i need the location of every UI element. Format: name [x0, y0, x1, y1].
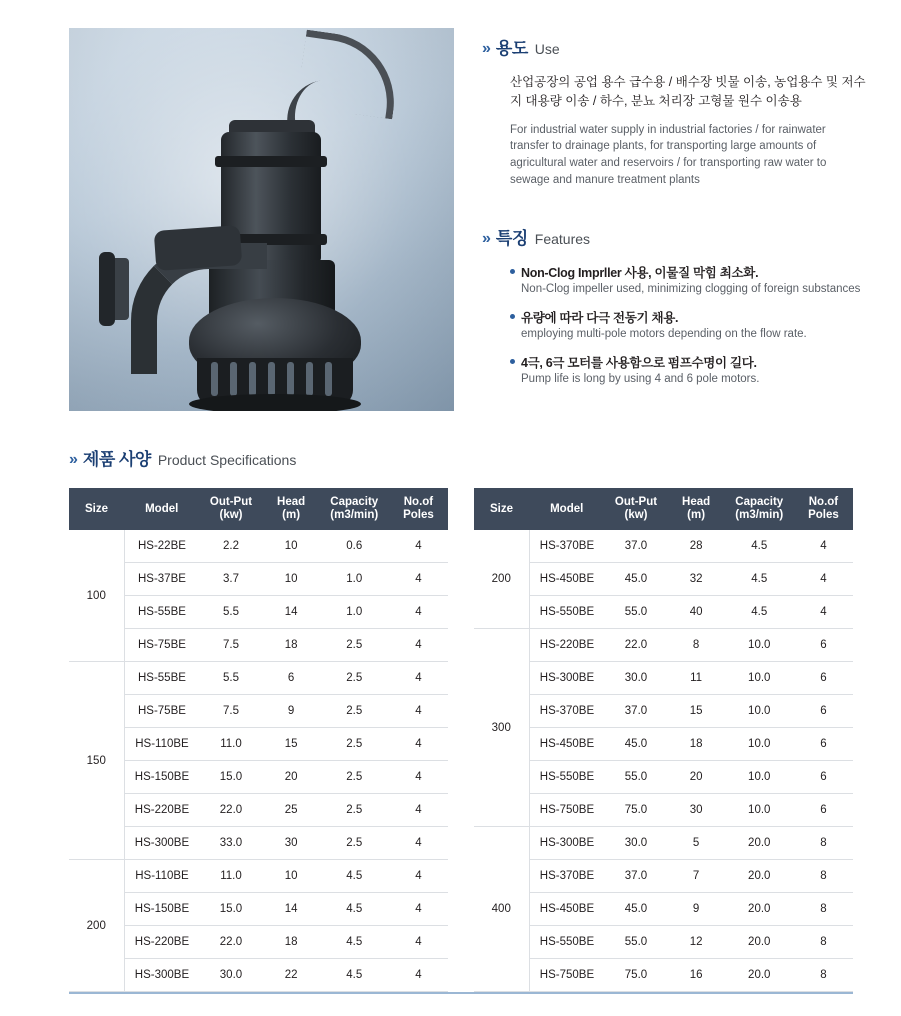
cell-capacity: 10.0	[725, 629, 794, 662]
specifications-section	[0, 445, 901, 994]
cell-model: HS-750BE	[529, 959, 604, 992]
cell-head: 28	[668, 530, 725, 563]
cell-capacity: 2.5	[320, 662, 389, 695]
pump-discharge-pipe	[154, 225, 243, 271]
cell-poles: 6	[794, 728, 853, 761]
strainer-slot	[249, 362, 256, 396]
cell-output: 75.0	[604, 794, 667, 827]
cell-capacity: 10.0	[725, 794, 794, 827]
cell-size: 200	[474, 530, 529, 629]
cell-capacity: 4.5	[725, 563, 794, 596]
cell-model: HS-220BE	[124, 926, 199, 959]
table-row	[69, 761, 448, 794]
cell-head: 14	[263, 893, 320, 926]
cell-capacity: 10.0	[725, 728, 794, 761]
use-body-en: For industrial water supply in industrial factories / for rainwater transfer to drainage plants, for transporting large amounts of agricultural water and reservoirs / for transporting raw water to sewage and manure treatment plants	[510, 123, 827, 186]
cell-output: 45.0	[604, 728, 667, 761]
cell-model: HS-550BE	[529, 596, 604, 629]
cell-capacity: 2.5	[320, 794, 389, 827]
table-row	[474, 926, 853, 959]
cell-output: 11.0	[199, 860, 262, 893]
cell-output: 55.0	[604, 596, 667, 629]
cell-output: 45.0	[604, 563, 667, 596]
cell-capacity: 4.5	[320, 959, 389, 992]
cell-poles: 4	[794, 596, 853, 629]
cell-head: 7	[668, 860, 725, 893]
cell-head: 18	[263, 629, 320, 662]
cell-poles: 6	[794, 794, 853, 827]
chevron-double-right-icon: »	[482, 230, 489, 248]
cell-capacity: 10.0	[725, 761, 794, 794]
spec-table-right-body	[474, 530, 853, 992]
cell-head: 10	[263, 530, 320, 563]
strainer-slot	[268, 362, 275, 396]
cell-model: HS-220BE	[529, 629, 604, 662]
cell-poles: 4	[389, 959, 448, 992]
cell-size: 400	[474, 827, 529, 992]
cell-model: HS-450BE	[529, 893, 604, 926]
cell-head: 32	[668, 563, 725, 596]
cell-model: HS-300BE	[529, 662, 604, 695]
spec-table-left-body	[69, 530, 448, 992]
cell-output: 55.0	[604, 926, 667, 959]
cell-output: 2.2	[199, 530, 262, 563]
cell-output: 30.0	[199, 959, 262, 992]
feature-text-en: Pump life is long by using 4 and 6 pole motors.	[521, 373, 760, 386]
cell-capacity: 10.0	[725, 695, 794, 728]
cell-model: HS-750BE	[529, 794, 604, 827]
cell-output: 15.0	[199, 893, 262, 926]
col-header-capacity: Capacity (m3/min)	[320, 488, 389, 530]
strainer-slot	[230, 362, 237, 396]
cell-head: 9	[668, 893, 725, 926]
cell-model: HS-220BE	[124, 794, 199, 827]
table-row	[69, 629, 448, 662]
cell-poles: 4	[389, 629, 448, 662]
cell-model: HS-55BE	[124, 596, 199, 629]
col-header-size: Size	[474, 488, 529, 530]
cell-capacity: 20.0	[725, 926, 794, 959]
cell-head: 15	[668, 695, 725, 728]
cell-model: HS-550BE	[529, 926, 604, 959]
table-row	[69, 959, 448, 992]
cell-output: 11.0	[199, 728, 262, 761]
spec-tables	[69, 488, 853, 992]
cell-model: HS-300BE	[124, 959, 199, 992]
table-row	[474, 893, 853, 926]
cell-poles: 4	[794, 563, 853, 596]
cell-poles: 4	[389, 662, 448, 695]
specifications-heading	[69, 445, 853, 470]
chevron-double-right-icon: »	[482, 40, 489, 57]
cell-capacity: 20.0	[725, 827, 794, 860]
product-photo-container	[69, 28, 454, 411]
features-section	[482, 224, 871, 385]
cell-output: 33.0	[199, 827, 262, 860]
strainer-slot	[287, 362, 294, 396]
cell-poles: 6	[794, 695, 853, 728]
use-section	[482, 34, 871, 188]
cell-model: HS-150BE	[124, 893, 199, 926]
use-body-ko: 산업공장의 공업 용수 급수용 / 배수장 빗물 이송, 농업용수 및 저수지 대용량 이송 / 하수, 분뇨 처리장 고형물 원수 이송용	[510, 75, 866, 109]
features-title-en: Features	[534, 231, 591, 248]
cell-capacity: 2.5	[320, 629, 389, 662]
cell-model: HS-300BE	[124, 827, 199, 860]
table-row	[474, 827, 853, 860]
cell-size: 150	[69, 662, 124, 860]
cell-model: HS-55BE	[124, 662, 199, 695]
cell-capacity: 2.5	[320, 695, 389, 728]
cell-model: HS-550BE	[529, 761, 604, 794]
spec-table-right	[474, 488, 853, 992]
col-header-head: Head (m)	[668, 488, 725, 530]
use-heading	[482, 34, 871, 59]
cell-model: HS-450BE	[529, 563, 604, 596]
cell-capacity: 2.5	[320, 827, 389, 860]
cell-head: 16	[668, 959, 725, 992]
table-row	[69, 596, 448, 629]
chevron-double-right-icon: »	[69, 451, 76, 468]
table-row	[69, 926, 448, 959]
cell-head: 10	[263, 563, 320, 596]
col-header-poles: No.of Poles	[389, 488, 448, 530]
cell-head: 20	[668, 761, 725, 794]
cell-model: HS-370BE	[529, 530, 604, 563]
cell-size: 300	[474, 629, 529, 827]
cell-output: 5.5	[199, 662, 262, 695]
cell-output: 45.0	[604, 893, 667, 926]
col-header-head: Head (m)	[263, 488, 320, 530]
cell-head: 30	[668, 794, 725, 827]
cell-head: 12	[668, 926, 725, 959]
col-header-output: Out-Put (kw)	[604, 488, 667, 530]
cell-head: 11	[668, 662, 725, 695]
table-header-row	[474, 488, 853, 530]
feature-text-ko: 유량에 따라 다극 전동기 채용.	[510, 308, 871, 326]
cell-output: 37.0	[604, 530, 667, 563]
table-row	[69, 860, 448, 893]
cell-poles: 4	[389, 761, 448, 794]
list-item	[510, 308, 871, 340]
cell-size: 200	[69, 860, 124, 992]
col-header-output: Out-Put (kw)	[199, 488, 262, 530]
cell-poles: 8	[794, 959, 853, 992]
cell-model: HS-75BE	[124, 629, 199, 662]
cell-model: HS-150BE	[124, 761, 199, 794]
cell-output: 3.7	[199, 563, 262, 596]
col-header-capacity: Capacity (m3/min)	[725, 488, 794, 530]
strainer-slot	[306, 362, 313, 396]
cell-head: 22	[263, 959, 320, 992]
features-heading	[482, 224, 871, 249]
cell-poles: 6	[794, 629, 853, 662]
table-row	[69, 563, 448, 596]
cell-model: HS-370BE	[529, 860, 604, 893]
cell-model: HS-370BE	[529, 695, 604, 728]
cell-head: 5	[668, 827, 725, 860]
cell-head: 9	[263, 695, 320, 728]
table-row	[474, 728, 853, 761]
cell-poles: 4	[389, 596, 448, 629]
bottom-rule	[69, 992, 853, 994]
cell-head: 40	[668, 596, 725, 629]
cell-output: 30.0	[604, 662, 667, 695]
table-row	[474, 530, 853, 563]
cell-poles: 6	[794, 761, 853, 794]
cell-model: HS-450BE	[529, 728, 604, 761]
cell-head: 14	[263, 596, 320, 629]
cell-poles: 8	[794, 926, 853, 959]
cell-model: HS-300BE	[529, 827, 604, 860]
use-title-ko: 용도	[495, 39, 528, 58]
cell-output: 37.0	[604, 860, 667, 893]
table-row	[474, 596, 853, 629]
features-title-ko: 특징	[495, 229, 528, 249]
list-item	[510, 353, 871, 385]
col-header-size: Size	[69, 488, 124, 530]
pump-band-upper	[215, 156, 327, 167]
cell-poles: 4	[389, 893, 448, 926]
pump-illustration	[69, 28, 454, 411]
cell-head: 6	[263, 662, 320, 695]
cell-model: HS-75BE	[124, 695, 199, 728]
cell-head: 30	[263, 827, 320, 860]
col-header-model: Model	[529, 488, 604, 530]
cell-output: 22.0	[199, 926, 262, 959]
cell-model: HS-110BE	[124, 728, 199, 761]
cell-capacity: 2.5	[320, 728, 389, 761]
cell-poles: 8	[794, 860, 853, 893]
table-row	[474, 761, 853, 794]
cell-poles: 4	[389, 695, 448, 728]
cell-size: 100	[69, 530, 124, 662]
cell-capacity: 4.5	[320, 926, 389, 959]
strainer-slot	[325, 362, 332, 396]
cell-capacity: 10.0	[725, 662, 794, 695]
table-row	[69, 728, 448, 761]
cell-poles: 4	[389, 728, 448, 761]
cell-poles: 4	[389, 563, 448, 596]
cell-head: 25	[263, 794, 320, 827]
table-row	[69, 893, 448, 926]
feature-text-ko: 4극, 6극 모터를 사용함으로 펌프수명이 길다.	[510, 353, 871, 371]
table-header-row	[69, 488, 448, 530]
table-row	[69, 695, 448, 728]
cell-head: 20	[263, 761, 320, 794]
col-header-model: Model	[124, 488, 199, 530]
cell-capacity: 2.5	[320, 761, 389, 794]
table-row	[474, 695, 853, 728]
cell-output: 7.5	[199, 695, 262, 728]
feature-text-en: employing multi-pole motors depending on the flow rate.	[521, 328, 807, 341]
use-title-en: Use	[534, 41, 560, 57]
cell-capacity: 1.0	[320, 563, 389, 596]
table-row	[474, 959, 853, 992]
cell-output: 30.0	[604, 827, 667, 860]
cell-model: HS-22BE	[124, 530, 199, 563]
top-section	[0, 0, 901, 411]
cell-poles: 4	[389, 794, 448, 827]
cell-poles: 4	[794, 530, 853, 563]
table-row	[474, 794, 853, 827]
cell-output: 37.0	[604, 695, 667, 728]
table-row	[474, 629, 853, 662]
cell-capacity: 4.5	[320, 860, 389, 893]
right-text-column	[454, 28, 871, 411]
cell-output: 55.0	[604, 761, 667, 794]
cell-head: 18	[668, 728, 725, 761]
cell-capacity: 4.5	[725, 530, 794, 563]
table-row	[474, 563, 853, 596]
cell-capacity: 20.0	[725, 893, 794, 926]
cell-capacity: 20.0	[725, 959, 794, 992]
cell-poles: 4	[389, 530, 448, 563]
cell-poles: 4	[389, 926, 448, 959]
col-header-poles: No.of Poles	[794, 488, 853, 530]
cell-head: 8	[668, 629, 725, 662]
spec-table-left	[69, 488, 448, 992]
cell-model: HS-37BE	[124, 563, 199, 596]
cell-poles: 8	[794, 827, 853, 860]
cell-poles: 4	[389, 860, 448, 893]
table-row	[474, 860, 853, 893]
table-row	[69, 662, 448, 695]
cell-head: 18	[263, 926, 320, 959]
cell-capacity: 4.5	[725, 596, 794, 629]
cell-capacity: 4.5	[320, 893, 389, 926]
cell-capacity: 20.0	[725, 860, 794, 893]
cell-head: 10	[263, 860, 320, 893]
cell-output: 15.0	[199, 761, 262, 794]
pump-flange-ring	[99, 252, 115, 326]
cell-model: HS-110BE	[124, 860, 199, 893]
cell-output: 22.0	[199, 794, 262, 827]
cell-capacity: 1.0	[320, 596, 389, 629]
cell-capacity: 0.6	[320, 530, 389, 563]
cell-output: 75.0	[604, 959, 667, 992]
cell-poles: 4	[389, 827, 448, 860]
feature-text-ko: Non-Clog Imprller 사용, 이물질 막힘 최소화.	[510, 263, 871, 281]
cell-output: 5.5	[199, 596, 262, 629]
pump-product-image	[69, 28, 454, 411]
pump-foot-ring	[189, 394, 361, 411]
strainer-slot	[211, 362, 218, 396]
cell-poles: 8	[794, 893, 853, 926]
specs-title-ko: 제품 사양	[82, 450, 151, 469]
table-row	[69, 530, 448, 563]
specs-title-en: Product Specifications	[157, 452, 297, 468]
table-row	[69, 794, 448, 827]
cell-poles: 6	[794, 662, 853, 695]
list-item	[510, 263, 871, 295]
cell-output: 7.5	[199, 629, 262, 662]
table-row	[69, 827, 448, 860]
features-list	[510, 263, 871, 385]
table-row	[474, 662, 853, 695]
cell-output: 22.0	[604, 629, 667, 662]
feature-text-en: Non-Clog impeller used, minimizing clogging of foreign substances	[521, 283, 861, 296]
cell-head: 15	[263, 728, 320, 761]
